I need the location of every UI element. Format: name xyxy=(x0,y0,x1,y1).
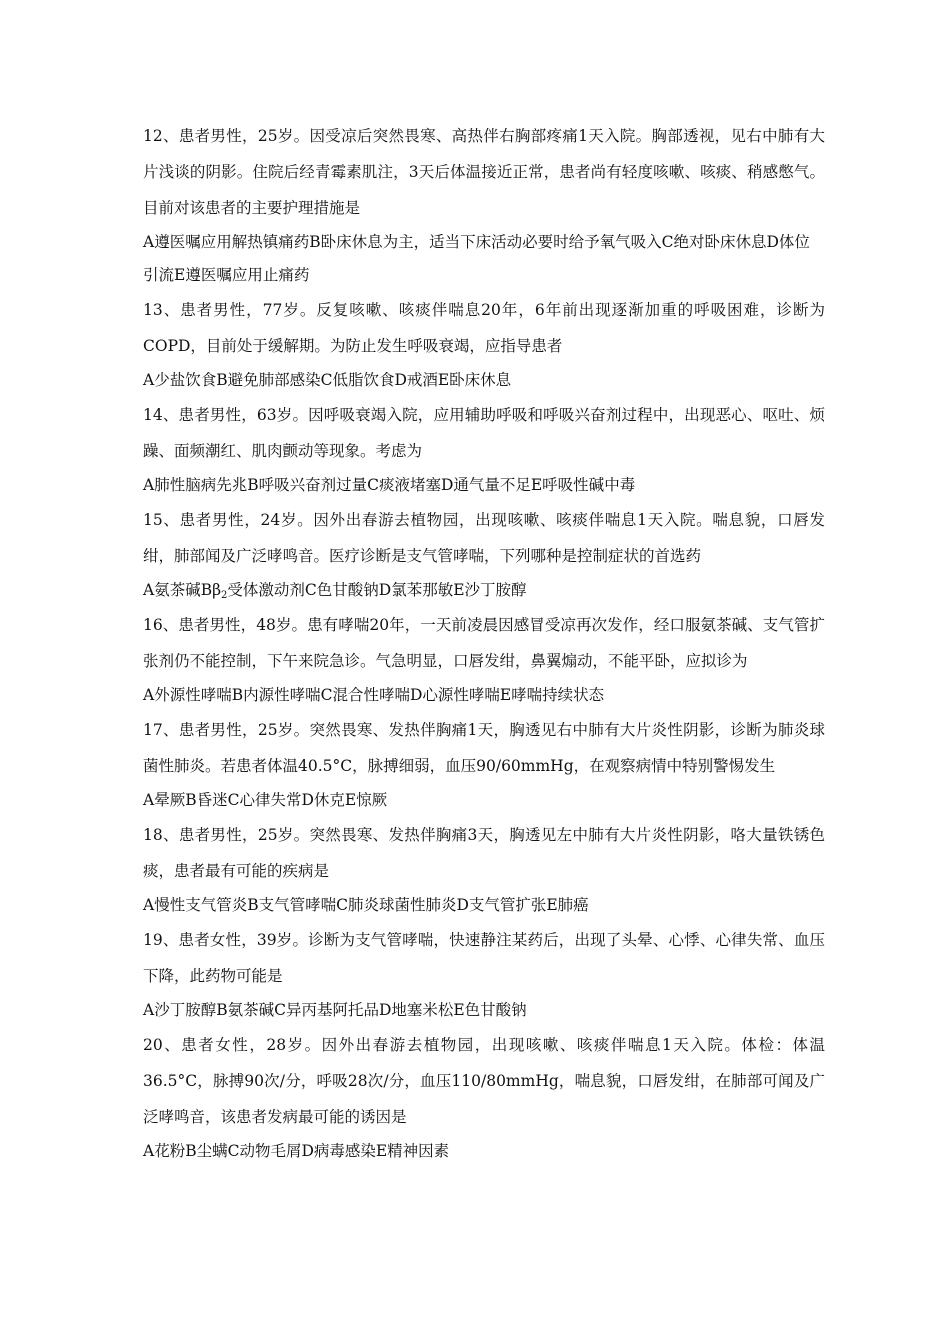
question-20 xyxy=(143,1027,825,1168)
question-options: A慢性支气管炎B支气管哮喘C肺炎球菌性肺炎D支气管扩张E肺癌 xyxy=(143,896,589,914)
question-stem: 20、患者女性，28岁。因外出春游去植物园，出现咳嗽、咳痰伴喘息1天入院。体检：体温36.5°C，脉搏90次/分，呼吸28次/分，血压110/80mmHg，喘息貌，口唇发绀，在肺部可闻及广泛哮鸣音，该患者发病最可能的诱因是 xyxy=(143,1036,825,1126)
question-stem: 14、患者男性，63岁。因呼吸衰竭入院，应用辅助呼吸和呼吸兴奋剂过程中，出现恶心、呕吐、烦躁、面频潮红、肌肉颤动等现象。考虑为 xyxy=(143,406,825,460)
question-12 xyxy=(143,118,825,292)
question-options: A沙丁胺醇B氨茶碱C异丙基阿托品D地塞米松E色甘酸钠 xyxy=(143,1001,527,1019)
question-options: A外源性哮喘B内源性哮喘C混合性哮喘D心源性哮喘E哮喘持续状态 xyxy=(143,686,605,704)
subscript: 2 xyxy=(221,590,228,601)
options-text-post: 受体激动剂C色甘酸钠D氯苯那敏E沙丁胺醇 xyxy=(227,581,527,599)
question-options: A花粉B尘螨C动物毛屑D病毒感染E精神因素 xyxy=(143,1142,450,1160)
question-stem: 18、患者男性，25岁。突然畏寒、发热伴胸痛3天，胸透见左中肺有大片炎性阴影，咯大量铁锈色痰，患者最有可能的疾病是 xyxy=(143,826,825,880)
question-options: A肺性脑病先兆B呼吸兴奋剂过量C痰液堵塞D通气量不足E呼吸性碱中毒 xyxy=(143,476,636,494)
question-options xyxy=(143,574,825,607)
question-stem: 15、患者男性，24岁。因外出春游去植物园，出现咳嗽、咳痰伴喘息1天入院。喘息貌，口唇发绀，肺部闻及广泛哮鸣音。医疗诊断是支气管哮喘，下列哪种是控制症状的首选药 xyxy=(143,511,825,565)
document-page xyxy=(143,118,825,1168)
question-18 xyxy=(143,817,825,922)
question-stem: 17、患者男性，25岁。突然畏寒、发热伴胸痛1天，胸透见右中肺有大片炎性阴影，诊断为肺炎球菌性肺炎。若患者体温40.5°C，脉搏细弱，血压90/60mmHg，在观察病情中特别警惕发生 xyxy=(143,721,825,775)
question-17 xyxy=(143,712,825,817)
question-options: A晕厥B昏迷C心律失常D休克E惊厥 xyxy=(143,791,388,809)
question-options: A少盐饮食B避免肺部感染C低脂饮食D戒酒E卧床休息 xyxy=(143,371,512,389)
options-text-pre: A氨茶碱Bβ xyxy=(143,581,222,599)
question-stem: 16、患者男性，48岁。患有哮喘20年，一天前凌晨因感冒受凉再次发作，经口服氨茶碱、支气管扩张剂仍不能控制，下午来院急诊。气急明显，口唇发绀，鼻翼煽动，不能平卧，应拟诊为 xyxy=(143,616,825,670)
question-15 xyxy=(143,502,825,607)
question-13 xyxy=(143,292,825,397)
question-14 xyxy=(143,397,825,502)
question-16 xyxy=(143,607,825,712)
question-options: A遵医嘱应用解热镇痛药B卧床休息为主，适当下床活动必要时给予氧气吸入C绝对卧床休息D体位引流E遵医嘱应用止痛药 xyxy=(143,233,810,284)
question-stem: 19、患者女性，39岁。诊断为支气管哮喘，快速静注某药后，出现了头晕、心悸、心律失常、血压下降，此药物可能是 xyxy=(143,931,825,985)
question-stem: 12、患者男性，25岁。因受凉后突然畏寒、高热伴右胸部疼痛1天入院。胸部透视，见右中肺有大片浅谈的阴影。住院后经青霉素肌注，3天后体温接近正常，患者尚有轻度咳嗽、咳痰、稍感憋气。目前对该患者的主要护理措施是 xyxy=(143,127,825,217)
question-19 xyxy=(143,922,825,1027)
question-stem: 13、患者男性，77岁。反复咳嗽、咳痰伴喘息20年，6年前出现逐渐加重的呼吸困难，诊断为COPD，目前处于缓解期。为防止发生呼吸衰竭，应指导患者 xyxy=(143,301,825,355)
